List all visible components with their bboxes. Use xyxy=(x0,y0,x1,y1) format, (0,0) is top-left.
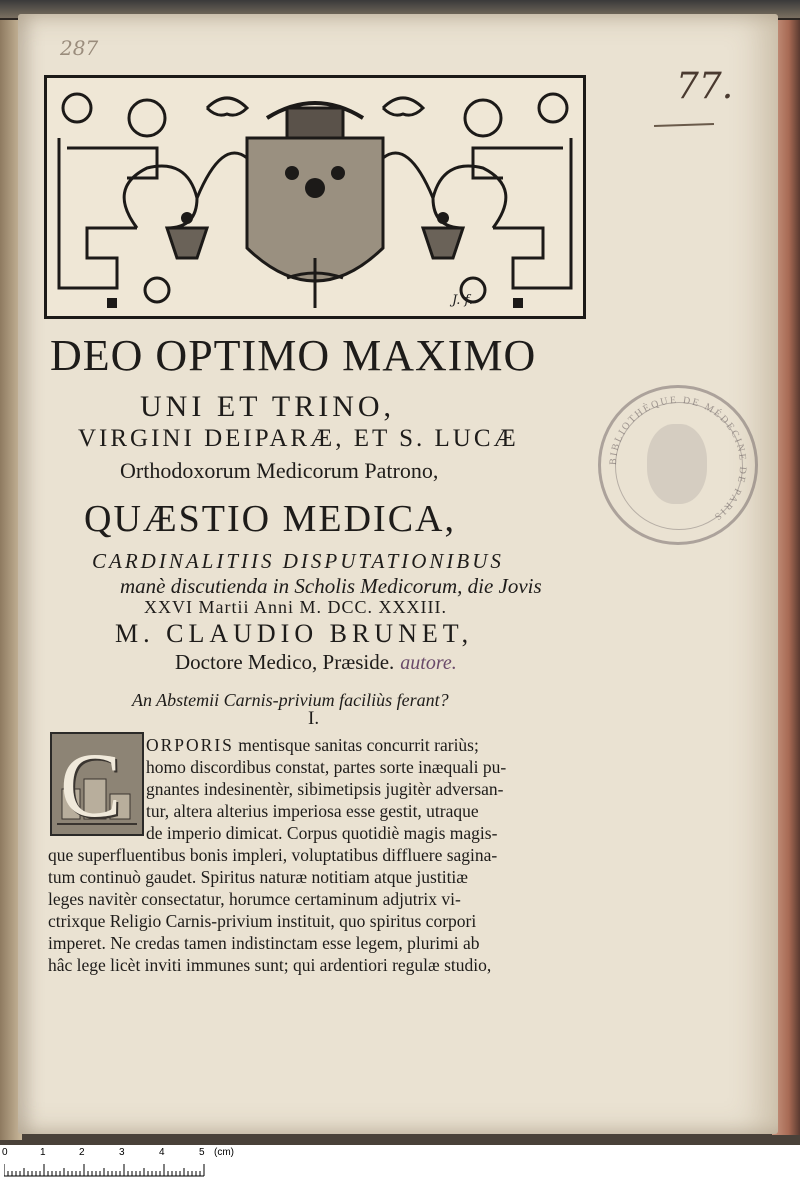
title-line-9: M. CLAUDIO BRUNET, xyxy=(115,619,474,648)
body-line-5: de imperio dimicat. Corpus quotidiè magis magis- xyxy=(146,823,498,843)
scale-label-1: 1 xyxy=(40,1147,46,1158)
title-line-4: Orthodoxorum Medicorum Patrono, xyxy=(120,458,439,483)
body-line-8: leges navitèr consectatur, horumce certaminum adjutrix vi- xyxy=(48,889,461,909)
title-line-6: CARDINALITIIS DISPUTATIONIBUS xyxy=(92,549,504,573)
library-stamp-icon xyxy=(598,385,758,545)
folio-number: 77. xyxy=(676,66,734,107)
title-line-7: manè discutienda in Scholis Medicorum, die Jovis xyxy=(120,574,542,598)
scale-label-4: 4 xyxy=(159,1147,165,1158)
scale-label-0: 0 xyxy=(2,1147,8,1158)
scale-label-unit: (cm) xyxy=(214,1147,234,1158)
body-line-4: tur, altera alterius imperiosa esse gestit, utraque xyxy=(146,801,479,821)
title-line-3: VIRGINI DEIPARÆ, ET S. LUCÆ xyxy=(78,425,519,452)
body-line-1 xyxy=(146,735,479,756)
body-line-2: homo discordibus constat, partes sorte inæquali pu- xyxy=(146,757,507,777)
question: An Abstemii Carnis-privium faciliùs ferant? xyxy=(132,690,449,710)
stamp-lettering xyxy=(601,388,755,542)
scale-label-2: 2 xyxy=(79,1147,85,1158)
title-line-1: DEO OPTIMO MAXIMO xyxy=(50,331,537,380)
body-line-1-rest: mentisque sanitas concurrit rariùs; xyxy=(238,735,479,755)
title-line-2: UNI ET TRINO, xyxy=(140,390,396,423)
decorated-initial-icon xyxy=(50,732,144,836)
body-line-11: hâc lege licèt inviti immunes sunt; qui ardentiori regulæ studio, xyxy=(48,955,492,975)
body-line-7: tum continuò gaudet. Spiritus naturæ notitiam atque justitiæ xyxy=(48,867,468,887)
praeses-line: Doctore Medico, Præside. xyxy=(175,650,395,674)
title-line-10 xyxy=(175,650,800,675)
first-word: ORPORIS xyxy=(146,735,234,755)
svg-text:BIBLIOTHÈQUE DE MÉDECINE DE PA: BIBLIOTHÈQUE DE MÉDECINE DE PARIS xyxy=(607,394,749,524)
section-number: I. xyxy=(308,708,320,729)
engraver-initials: J. f. xyxy=(452,293,473,308)
scale-label-5: 5 xyxy=(199,1147,205,1158)
title-line-8: XXVI Martii Anni M. DCC. XXXIII. xyxy=(144,597,447,617)
scale-label-3: 3 xyxy=(119,1147,125,1158)
handwritten-note: autore. xyxy=(400,652,457,674)
pencil-number: 287 xyxy=(60,36,99,60)
body-line-10: imperet. Ne credas tamen indistinctam esse legem, plurimi ab xyxy=(48,933,480,953)
ornamental-headpiece-icon xyxy=(44,75,586,319)
title-line-5: QUÆSTIO MEDICA, xyxy=(84,498,456,540)
measurement-scale xyxy=(0,1145,800,1181)
body-line-9: ctrixque Religio Carnis-privium instituit, quo spiritus corpori xyxy=(48,911,477,931)
body-line-3: gnantes indesinentèr, sibimetipsis jugitèr adversan- xyxy=(146,779,504,799)
initial-letter: C xyxy=(60,734,122,836)
body-line-6: que superfluentibus bonis impleri, voluptatibus diffluere sagina- xyxy=(48,845,498,865)
scale-ruler xyxy=(4,1163,214,1177)
